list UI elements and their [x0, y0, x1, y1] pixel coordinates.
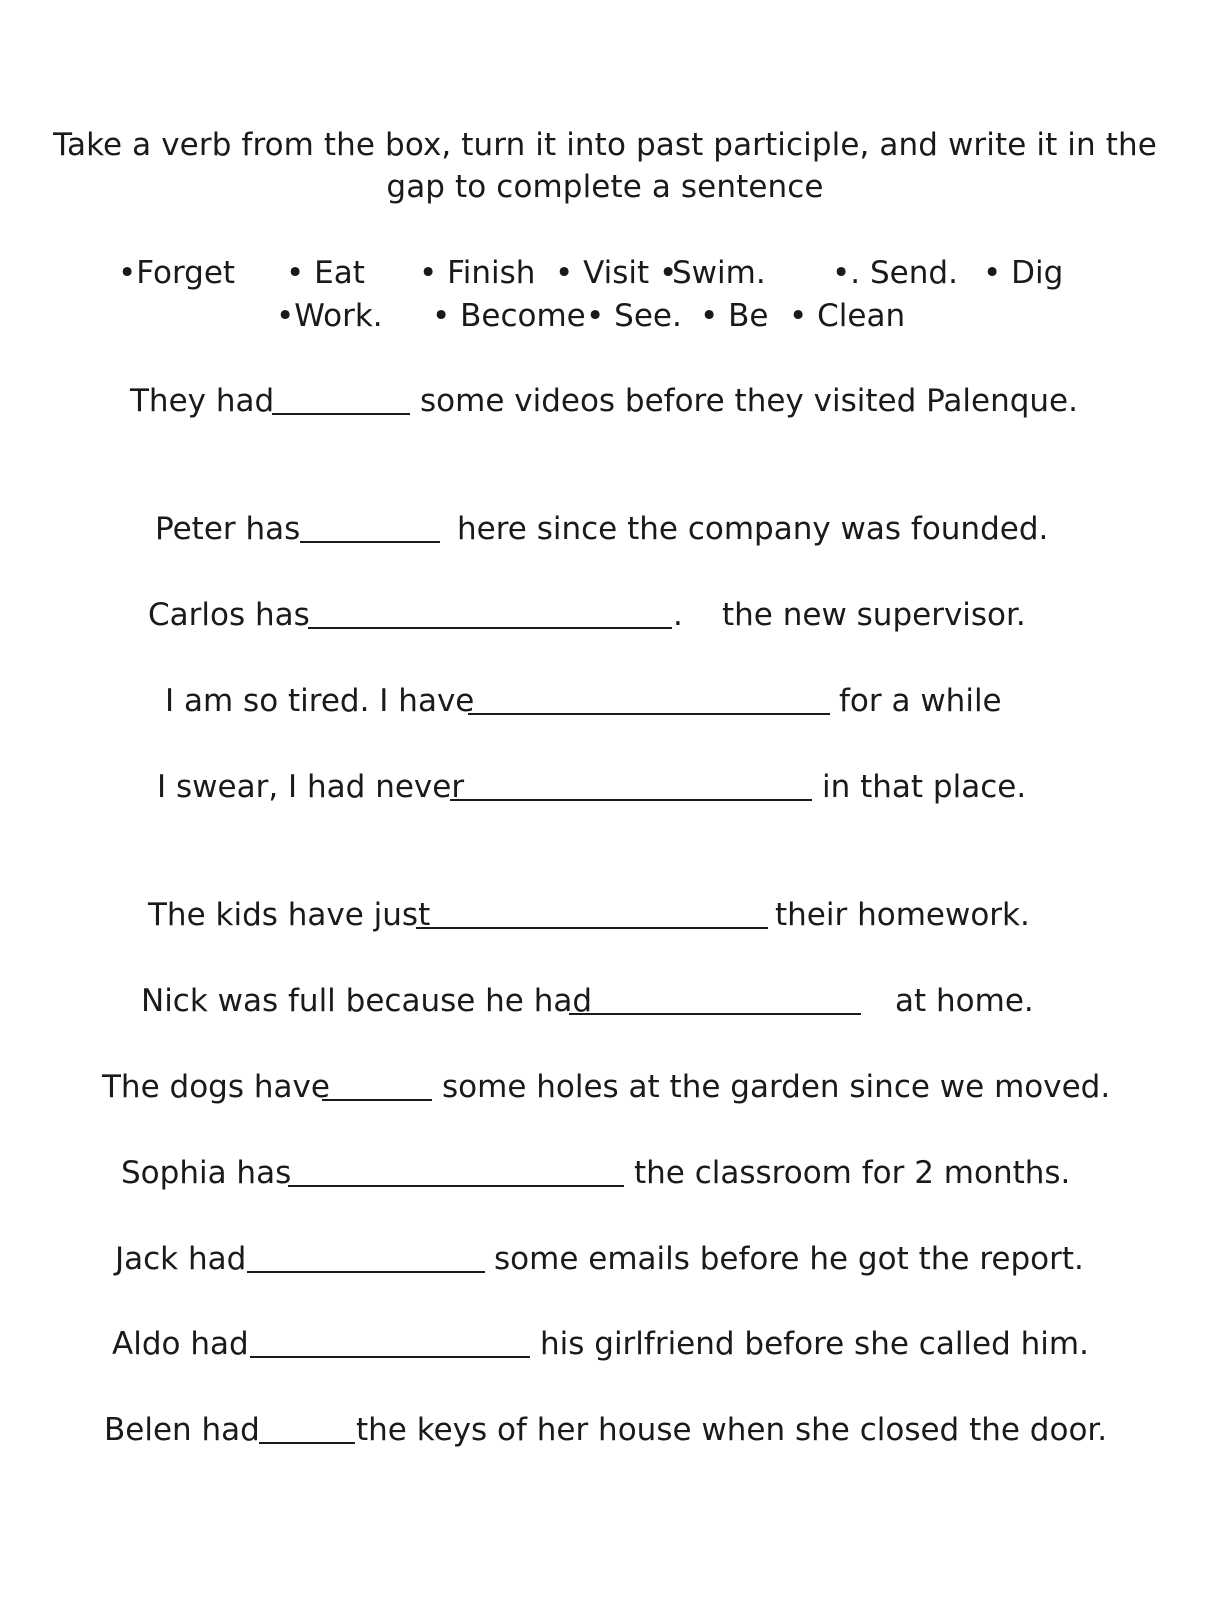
sentence-8-before: The dogs have [102, 1069, 330, 1105]
word-eat: • Eat [286, 255, 365, 291]
sentence-3-period: . [673, 597, 683, 633]
sentence-3-after: the new supervisor. [722, 597, 1026, 633]
word-see: • See. [586, 298, 682, 334]
sentence-7-after: at home. [895, 983, 1034, 1019]
sentence-9-blank[interactable] [288, 1185, 624, 1187]
instructions-line-2: gap to complete a sentence [386, 169, 824, 205]
sentence-5-before: I swear, I had never [157, 769, 465, 805]
sentence-4-blank[interactable] [468, 713, 830, 715]
sentence-12-before: Belen had [104, 1412, 260, 1448]
word-dig: • Dig [983, 255, 1064, 291]
sentence-6-after: their homework. [775, 897, 1030, 933]
word-send: •. Send. [832, 255, 958, 291]
sentence-7-blank[interactable] [569, 1013, 861, 1015]
sentence-11-blank[interactable] [250, 1356, 530, 1358]
sentence-6-before: The kids have just [148, 897, 431, 933]
sentence-1-after: some videos before they visited Palenque. [420, 383, 1078, 419]
sentence-4-before: I am so tired. I have [165, 683, 475, 719]
sentence-10-after: some emails before he got the report. [494, 1241, 1084, 1277]
sentence-6-blank[interactable] [416, 927, 768, 929]
sentence-7-before: Nick was full because he had [141, 983, 593, 1019]
instructions-line-1: Take a verb from the box, turn it into past participle, and write it in the [53, 127, 1157, 163]
sentence-2-blank[interactable] [300, 541, 440, 543]
sentence-1-blank[interactable] [272, 413, 410, 415]
sentence-11-before: Aldo had [112, 1326, 249, 1362]
word-finish: • Finish [419, 255, 536, 291]
sentence-10-blank[interactable] [247, 1271, 485, 1273]
sentence-11-after: his girlfriend before she called him. [540, 1326, 1089, 1362]
sentence-3-before: Carlos has [148, 597, 310, 633]
word-forget: •Forget [118, 255, 236, 291]
sentence-4-after: for a while [839, 683, 1002, 719]
sentence-9-before: Sophia has [121, 1155, 292, 1191]
sentence-9-after: the classroom for 2 months. [634, 1155, 1071, 1191]
sentence-1-before: They had [130, 383, 275, 419]
word-swim: Swim. [672, 255, 766, 291]
sentence-12-after: the keys of her house when she closed the door. [356, 1412, 1108, 1448]
sentence-5-after: in that place. [822, 769, 1027, 805]
sentence-8-blank[interactable] [322, 1099, 432, 1101]
word-visit: • Visit • [555, 255, 678, 291]
sentence-2-before: Peter has [155, 511, 301, 547]
word-become: • Become [432, 298, 586, 334]
word-work: •Work. [276, 298, 383, 334]
sentence-8-after: some holes at the garden since we moved. [442, 1069, 1111, 1105]
sentence-2-after: here since the company was founded. [457, 511, 1049, 547]
sentence-10-before: Jack had [115, 1241, 247, 1277]
sentence-5-blank[interactable] [450, 799, 812, 801]
word-be: • Be [700, 298, 769, 334]
word-clean: • Clean [789, 298, 906, 334]
sentence-12-blank[interactable] [259, 1442, 355, 1444]
sentence-3-blank[interactable] [308, 627, 672, 629]
